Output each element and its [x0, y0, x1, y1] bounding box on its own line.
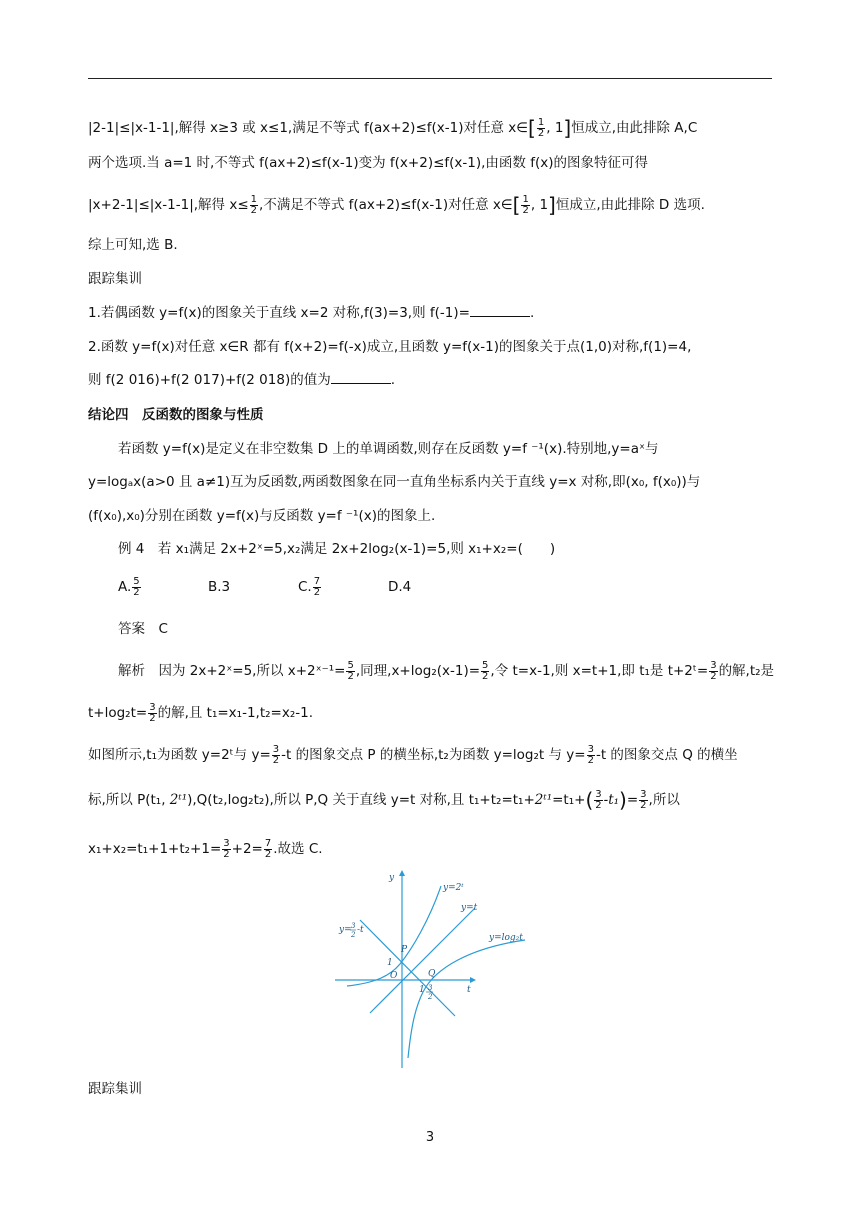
t-axis-arrow: [470, 977, 476, 983]
fraction: $\frac{1}{2}$: [522, 193, 529, 216]
solution-line-2: t+log₂t= $\frac{3}{2}$ 的解,且 t₁=x₁-1,t₂=x₂-1.: [88, 701, 313, 724]
y-axis-arrow: [399, 870, 405, 876]
header-rule: [88, 78, 772, 79]
label-line-num: 3: [351, 922, 356, 930]
section-para-line-1: 若函数 y=f(x)是定义在非空数集 D 上的单调函数,则存在反函数 y=f ⁻¹(x).特别地,y=aˣ与: [118, 441, 659, 457]
bracket: [: [512, 193, 521, 217]
text: 1.若偶函数 y=f(x)的图象关于直线 x=2 对称,f(3)=3,则 f(-1)=: [88, 305, 470, 321]
option-b: B.3: [208, 579, 231, 595]
label-yt: y=t: [461, 903, 478, 913]
label-1y: 1: [387, 958, 393, 968]
example-question: 例 4 若 x₁满足 2x+2ˣ=5,x₂满足 2x+2log₂(x-1)=5,则 x₁+x₂=( ): [118, 541, 556, 557]
para-line-2: 两个选项.当 a=1 时,不等式 f(ax+2)≤f(x-1)变为 f(x+2)≤f(x-1),由函数 f(x)的图象特征可得: [88, 155, 648, 171]
label-log: y=log₂t: [489, 933, 523, 943]
label-line-den: 2: [351, 931, 356, 939]
function-graph: [335, 868, 535, 1068]
text: ,不满足不等式 f(ax+2)≤f(x-1)对任意 x∈: [259, 197, 513, 213]
bracket: ]: [548, 193, 556, 217]
label-exp: y=2ᵗ: [443, 883, 464, 893]
text: .: [529, 305, 535, 321]
solution-line-3: 如图所示,t₁为函数 y=2ᵗ与 y= $\frac{3}{2}$ -t 的图象交点 P 的横坐标,t₂为函数 y=log₂t 与 y= $\frac{3}{2}$ -t 的图象交点 Q 的横坐: [88, 743, 738, 766]
text: 1: [554, 120, 564, 136]
text: 1: [539, 197, 549, 213]
label-O: O: [390, 971, 398, 981]
label-Q: Q: [428, 969, 436, 979]
para-line-1: |2-1|≤|x-1-1|,解得 x≥3 或 x≤1,满足不等式 f(ax+2)≤f(x-1)对任意 x∈[ $\frac{1}{2}$ , 1]恒成立,由此排除 A,C: [88, 116, 698, 140]
question-2-line-1: 2.函数 y=f(x)对任意 x∈R 都有 f(x+2)=f(-x)成立,且函数 y=f(x-1)的图象关于点(1,0)对称,f(1)=4,: [88, 339, 692, 355]
answer: 答案 C: [118, 621, 168, 637]
section-heading: 结论四 反函数的图象与性质: [88, 407, 264, 423]
question-1: [88, 302, 534, 324]
solution-line-1: 解析 因为 2x+2ˣ=5,所以 x+2ˣ⁻¹= $\frac{5}{2}$ ,同理,x+log₂(x-1)= $\frac{5}{2}$ ,令 t=x-1,则 x=t+1,即 t₁是 t+2ᵗ= $\frac{3}{2}$ 的解,t₂是: [118, 659, 775, 682]
label-32-num: 3: [428, 984, 433, 992]
label-1t: 1: [419, 985, 425, 995]
text: .: [390, 372, 396, 388]
answer-blank[interactable]: [470, 304, 530, 317]
label-y: y: [389, 873, 395, 883]
label-t: t: [467, 985, 471, 995]
question-2-line-2: [88, 369, 395, 391]
section-para-line-3: (f(x₀),x₀)分别在函数 y=f(x)与反函数 y=f ⁻¹(x)的图象上.: [88, 508, 436, 524]
text: |x+2-1|≤|x-1-1|,解得 x≤: [88, 197, 249, 213]
para-line-4: 综上可知,选 B.: [88, 237, 178, 253]
bracket: ]: [563, 116, 572, 140]
page-number: 3: [425, 1130, 435, 1145]
para-line-3: |x+2-1|≤|x-1-1|,解得 x≤ $\frac{1}{2}$ ,不满足不等式 f(ax+2)≤f(x-1)对任意 x∈[ $\frac{1}{2}$ , 1]恒成立,由此排除 D 选项.: [88, 193, 705, 217]
option-a: A. $\frac{5}{2}$: [118, 575, 140, 598]
label-line: y=: [339, 925, 352, 935]
label-line-tail: -t: [357, 925, 364, 935]
line-y-three-halves-minus-t: [360, 920, 455, 1016]
label-P: P: [401, 945, 408, 955]
option-d: D.4: [388, 579, 412, 595]
answer-blank[interactable]: [331, 371, 391, 384]
solution-line-5: x₁+x₂=t₁+1+t₂+1= $\frac{3}{2}$ +2= $\frac{7}{2}$ .故选 C.: [88, 837, 323, 860]
solution-line-4: 标,所以 P(t₁, 2ᵗ¹),Q(t₂,log₂t₂),所以 P,Q 关于直线 y=t 对称,且 t₁+t₂=t₁+2ᵗ¹=t₁+( $\frac{3}{2}$ -t₁)= $\frac{3}{2}$ ,所以: [88, 788, 680, 812]
practice-heading-2: 跟踪集训: [88, 1081, 142, 1097]
bracket: [: [528, 116, 536, 140]
fraction: $\frac{1}{2}$: [537, 116, 545, 139]
fraction: $\frac{1}{2}$: [250, 193, 258, 216]
text: 恒成立,由此排除 D 选项.: [555, 197, 705, 213]
practice-heading: 跟踪集训: [88, 271, 142, 287]
line-y-equals-t: [370, 908, 475, 1013]
text: 则 f(2 016)+f(2 017)+f(2 018)的值为: [88, 372, 331, 388]
option-c: C. $\frac{7}{2}$: [298, 575, 321, 598]
text: |2-1|≤|x-1-1|,解得 x≥3 或 x≤1,满足不等式 f(ax+2)≤f(x-1)对任意 x∈: [88, 120, 529, 136]
label-32-den: 2: [428, 993, 433, 1001]
text: 恒成立,由此排除 A,C: [571, 120, 698, 136]
example-options: [118, 576, 478, 598]
section-para-line-2: y=logₐx(a>0 且 a≠1)互为反函数,两函数图象在同一直角坐标系内关于直线 y=x 对称,即(x₀, f(x₀))与: [88, 474, 701, 490]
